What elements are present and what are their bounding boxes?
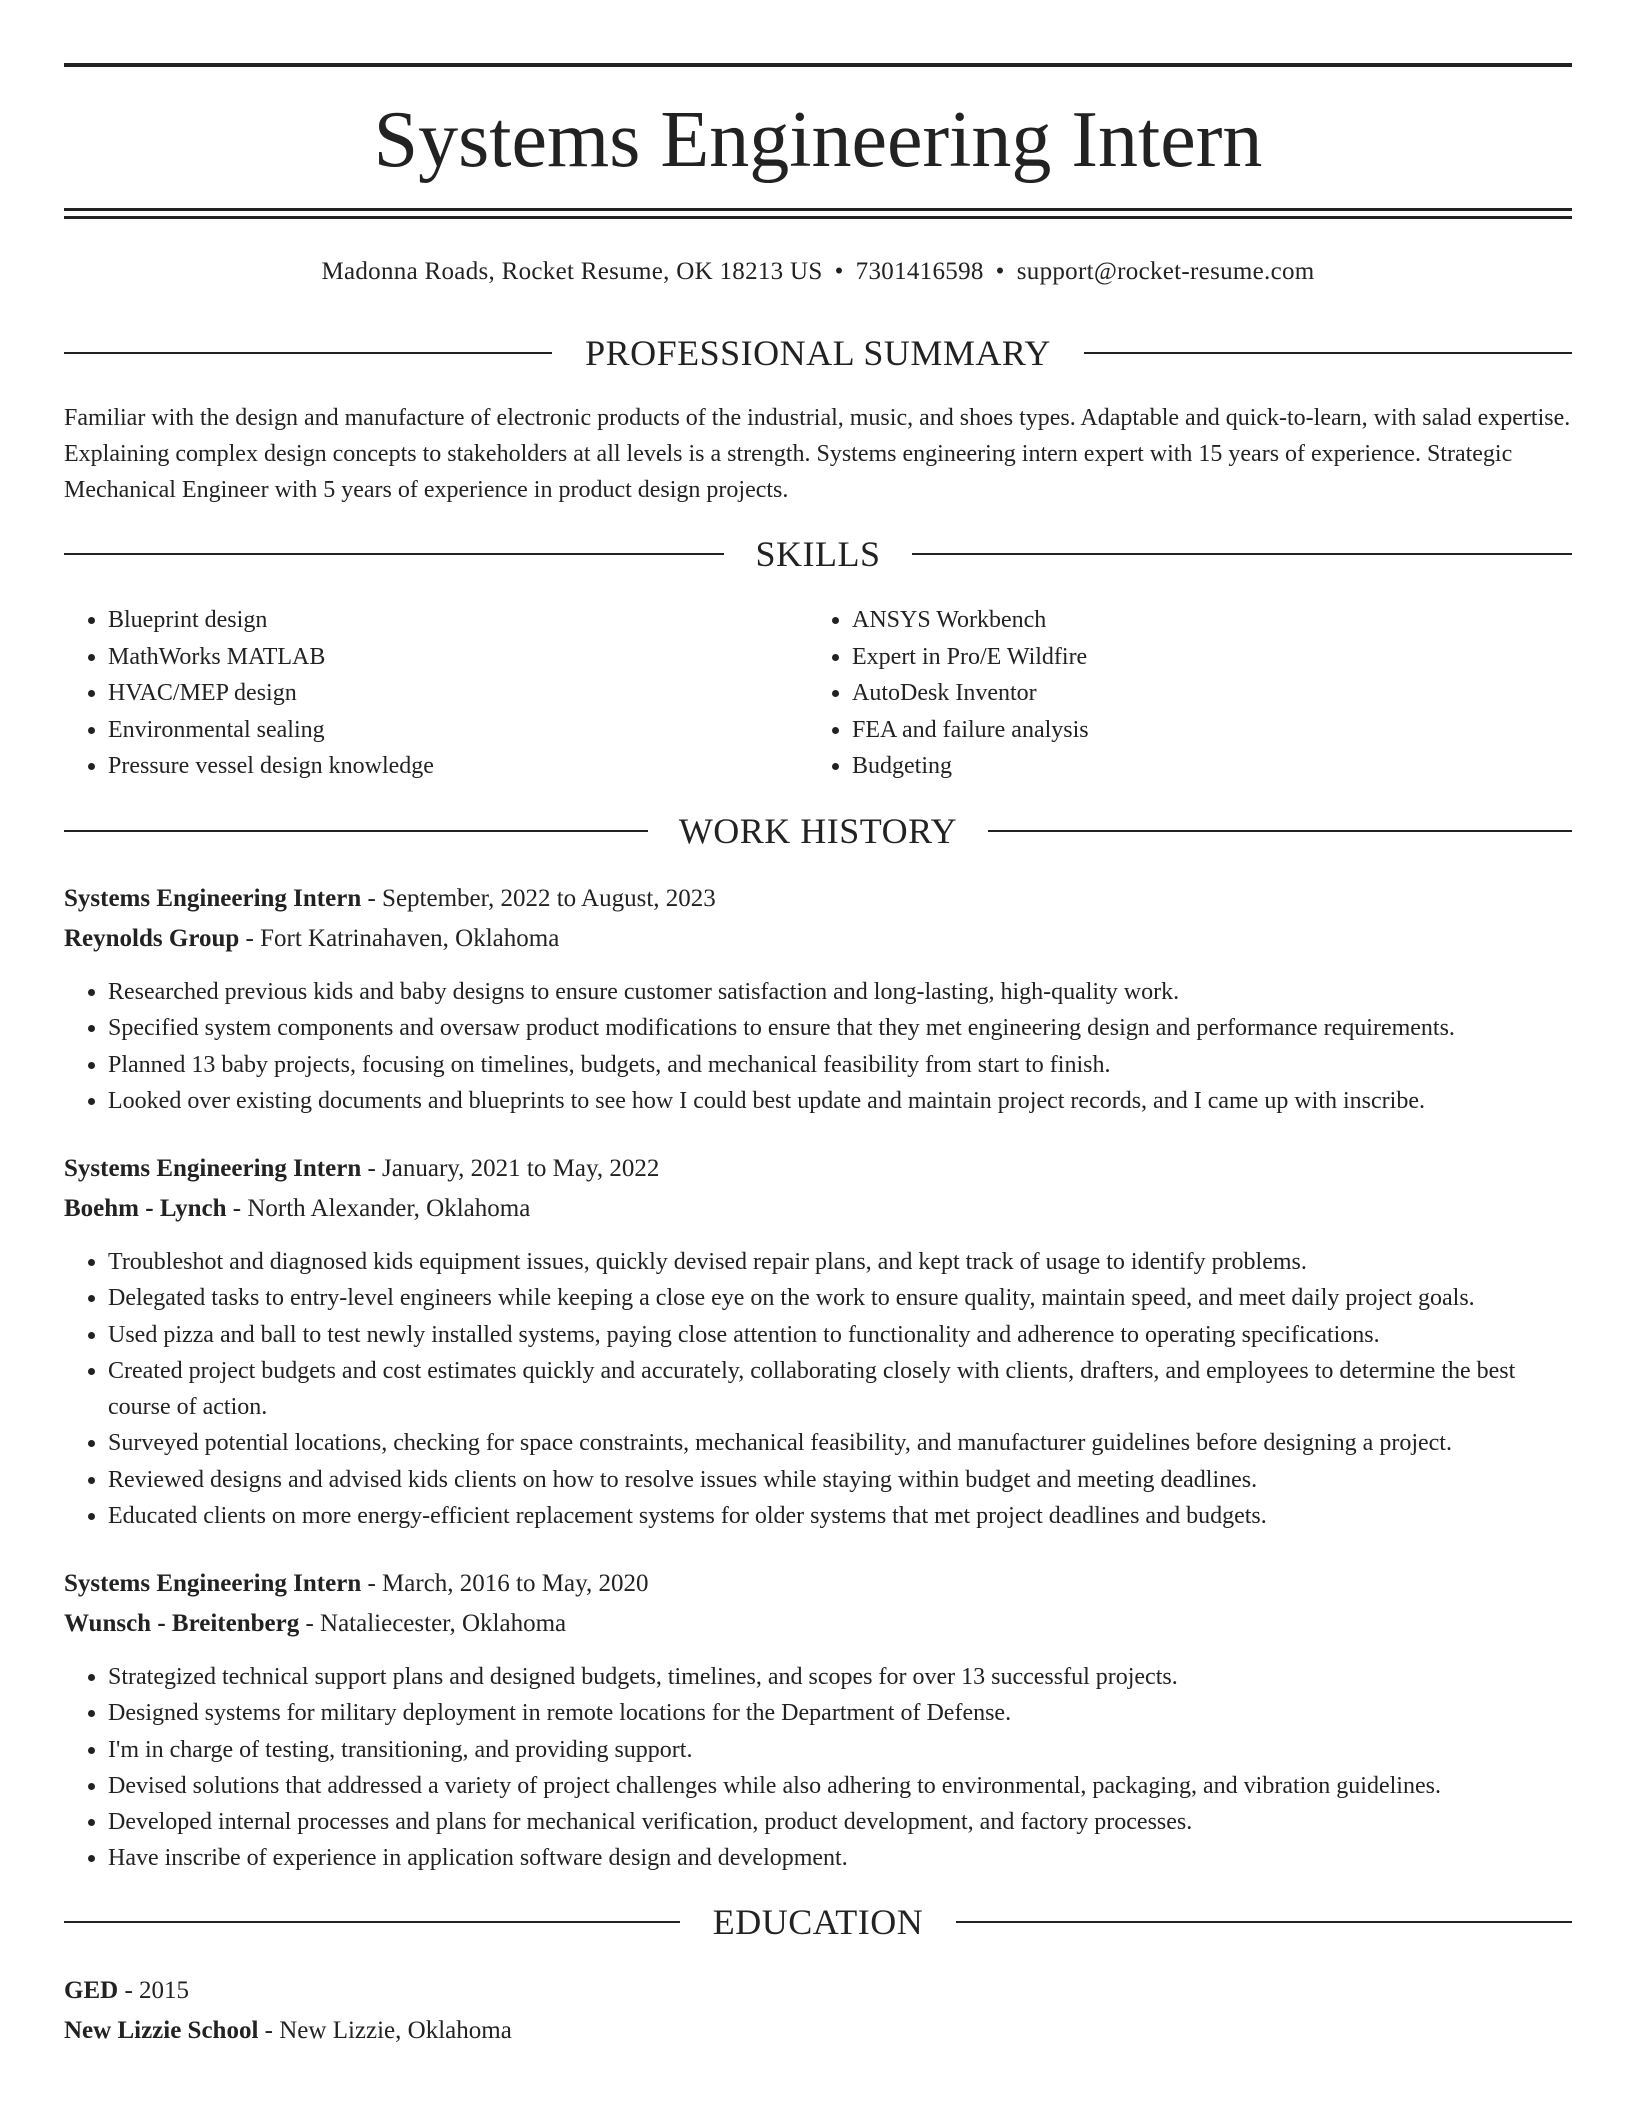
education-degree-line bbox=[64, 1974, 189, 2008]
skill-item: • Blueprint design bbox=[108, 602, 434, 639]
section-heading-work bbox=[64, 809, 1572, 853]
job-title-line bbox=[64, 882, 716, 916]
job-company: Boehm - Lynch bbox=[64, 1195, 227, 1222]
heading-rule-right bbox=[988, 830, 1572, 832]
section-title-education: EDUCATION bbox=[712, 1902, 924, 1942]
job-bullets bbox=[64, 1244, 1572, 1534]
education-school: New Lizzie School bbox=[64, 2017, 259, 2044]
job-bullet: • Looked over existing documents and blueprints to see how I could best update and maintain project records, and I came up with inscribe. bbox=[108, 1083, 1572, 1119]
job-company-line bbox=[64, 1607, 566, 1641]
skill-item: • ANSYS Workbench bbox=[852, 602, 1089, 639]
skill-item: • MathWorks MATLAB bbox=[108, 639, 434, 676]
job-company-line bbox=[64, 1192, 530, 1226]
skill-item: • HVAC/MEP design bbox=[108, 675, 434, 712]
section-title-work: WORK HISTORY bbox=[678, 811, 958, 851]
job-bullets bbox=[64, 974, 1572, 1119]
job-title: Systems Engineering Intern bbox=[64, 1155, 362, 1182]
skill-item: • Pressure vessel design knowledge bbox=[108, 748, 434, 785]
section-title-summary: PROFESSIONAL SUMMARY bbox=[585, 333, 1051, 373]
contact-separator: • bbox=[834, 258, 844, 285]
job-bullet: • Surveyed potential locations, checking for space constraints, mechanical feasibility, and manufacturer guidelines before designing a project. bbox=[108, 1425, 1572, 1461]
skill-item: • FEA and failure analysis bbox=[852, 712, 1089, 749]
job-title: Systems Engineering Intern bbox=[64, 1570, 362, 1597]
job-location: - Fort Katrinahaven, Oklahoma bbox=[239, 925, 560, 952]
job-bullets bbox=[64, 1659, 1572, 1877]
education-school-line bbox=[64, 2014, 512, 2048]
job-bullet: • Planned 13 baby projects, focusing on timelines, budgets, and mechanical feasibility from start to finish. bbox=[108, 1047, 1572, 1083]
section-title-skills: SKILLS bbox=[755, 534, 881, 574]
job-bullet: • Devised solutions that addressed a variety of project challenges while also adhering to environmental, packaging, and vibration guidelines. bbox=[108, 1768, 1572, 1804]
education-degree: GED bbox=[64, 1977, 119, 2004]
heading-rule-right bbox=[956, 1921, 1572, 1923]
job-company-line bbox=[64, 922, 559, 956]
contact-separator: • bbox=[995, 258, 1005, 285]
header-bottom-rule bbox=[64, 208, 1572, 211]
contact-line bbox=[64, 256, 1572, 288]
job-location: - Nataliecester, Oklahoma bbox=[299, 1610, 567, 1637]
job-dates: - January, 2021 to May, 2022 bbox=[361, 1155, 660, 1182]
job-bullet: • Troubleshot and diagnosed kids equipment issues, quickly devised repair plans, and kept track of usage to identify problems. bbox=[108, 1244, 1572, 1280]
job-dates: - March, 2016 to May, 2020 bbox=[361, 1570, 649, 1597]
contact-phone: 7301416598 bbox=[855, 258, 984, 285]
heading-rule-right bbox=[1084, 352, 1572, 354]
job-bullet: • Strategized technical support plans and designed budgets, timelines, and scopes for over 13 successful projects. bbox=[108, 1659, 1572, 1695]
section-heading-education bbox=[64, 1900, 1572, 1944]
job-dates: - September, 2022 to August, 2023 bbox=[361, 885, 716, 912]
job-bullet: • Have inscribe of experience in application software design and development. bbox=[108, 1840, 1572, 1876]
contact-email: support@rocket-resume.com bbox=[1016, 258, 1315, 285]
skills-list-right bbox=[808, 602, 1089, 785]
education-year: - 2015 bbox=[118, 1977, 190, 2004]
job-bullet: • Used pizza and ball to test newly installed systems, paying close attention to functionality and adherence to operating specifications. bbox=[108, 1317, 1572, 1353]
page-title: Systems Engineering Intern bbox=[373, 96, 1263, 184]
summary-text: Familiar with the design and manufacture of electronic products of the industrial, music, and shoes types. Adaptable and quick-to-learn, with salad expertise. Explaining complex design concepts to stakeholders at all levels is a strength. Systems engineering intern expert with 15 years of experience. Strategic Mechanical Engineer with 5 years of experience in product design projects. bbox=[64, 405, 1571, 503]
contact-address: Madonna Roads, Rocket Resume, OK 18213 US bbox=[321, 258, 823, 285]
job-bullet: • Developed internal processes and plans for mechanical verification, product development, and factory processes. bbox=[108, 1804, 1572, 1840]
job-bullet: • Delegated tasks to entry-level engineers while keeping a close eye on the work to ensure quality, maintain speed, and meet daily project goals. bbox=[108, 1280, 1572, 1316]
skills-list-left bbox=[64, 602, 434, 785]
job-bullet: • Designed systems for military deployment in remote locations for the Department of Defense. bbox=[108, 1695, 1572, 1731]
job-bullet: • Reviewed designs and advised kids clients on how to resolve issues while staying within budget and meeting deadlines. bbox=[108, 1462, 1572, 1498]
section-heading-summary bbox=[64, 331, 1572, 375]
job-title-line bbox=[64, 1567, 648, 1601]
education-location: - New Lizzie, Oklahoma bbox=[258, 2017, 512, 2044]
skill-item: • Budgeting bbox=[852, 748, 1089, 785]
job-bullet: • Educated clients on more energy-efficient replacement systems for older systems that met project deadlines and budgets. bbox=[108, 1498, 1572, 1534]
skill-item: • AutoDesk Inventor bbox=[852, 675, 1089, 712]
job-company: Wunsch - Breitenberg bbox=[64, 1610, 300, 1637]
job-bullet: • Researched previous kids and baby designs to ensure customer satisfaction and long-lasting, high-quality work. bbox=[108, 974, 1572, 1010]
section-heading-skills bbox=[64, 532, 1572, 576]
job-title-line bbox=[64, 1152, 659, 1186]
skill-item: • Expert in Pro/E Wildfire bbox=[852, 639, 1089, 676]
header-bottom-rule-2 bbox=[64, 216, 1572, 219]
job-bullet: • Created project budgets and cost estimates quickly and accurately, collaborating closely with clients, drafters, and employees to determine the best course of action. bbox=[108, 1353, 1572, 1426]
job-bullet: • Specified system components and oversaw product modifications to ensure that they met engineering design and performance requirements. bbox=[108, 1010, 1572, 1046]
job-company: Reynolds Group bbox=[64, 925, 240, 952]
skill-item: • Environmental sealing bbox=[108, 712, 434, 749]
job-location: - North Alexander, Oklahoma bbox=[226, 1195, 531, 1222]
job-bullet: • I'm in charge of testing, transitioning, and providing support. bbox=[108, 1732, 1572, 1768]
header-top-rule bbox=[64, 63, 1572, 67]
heading-rule-right bbox=[912, 553, 1572, 555]
job-title: Systems Engineering Intern bbox=[64, 885, 362, 912]
